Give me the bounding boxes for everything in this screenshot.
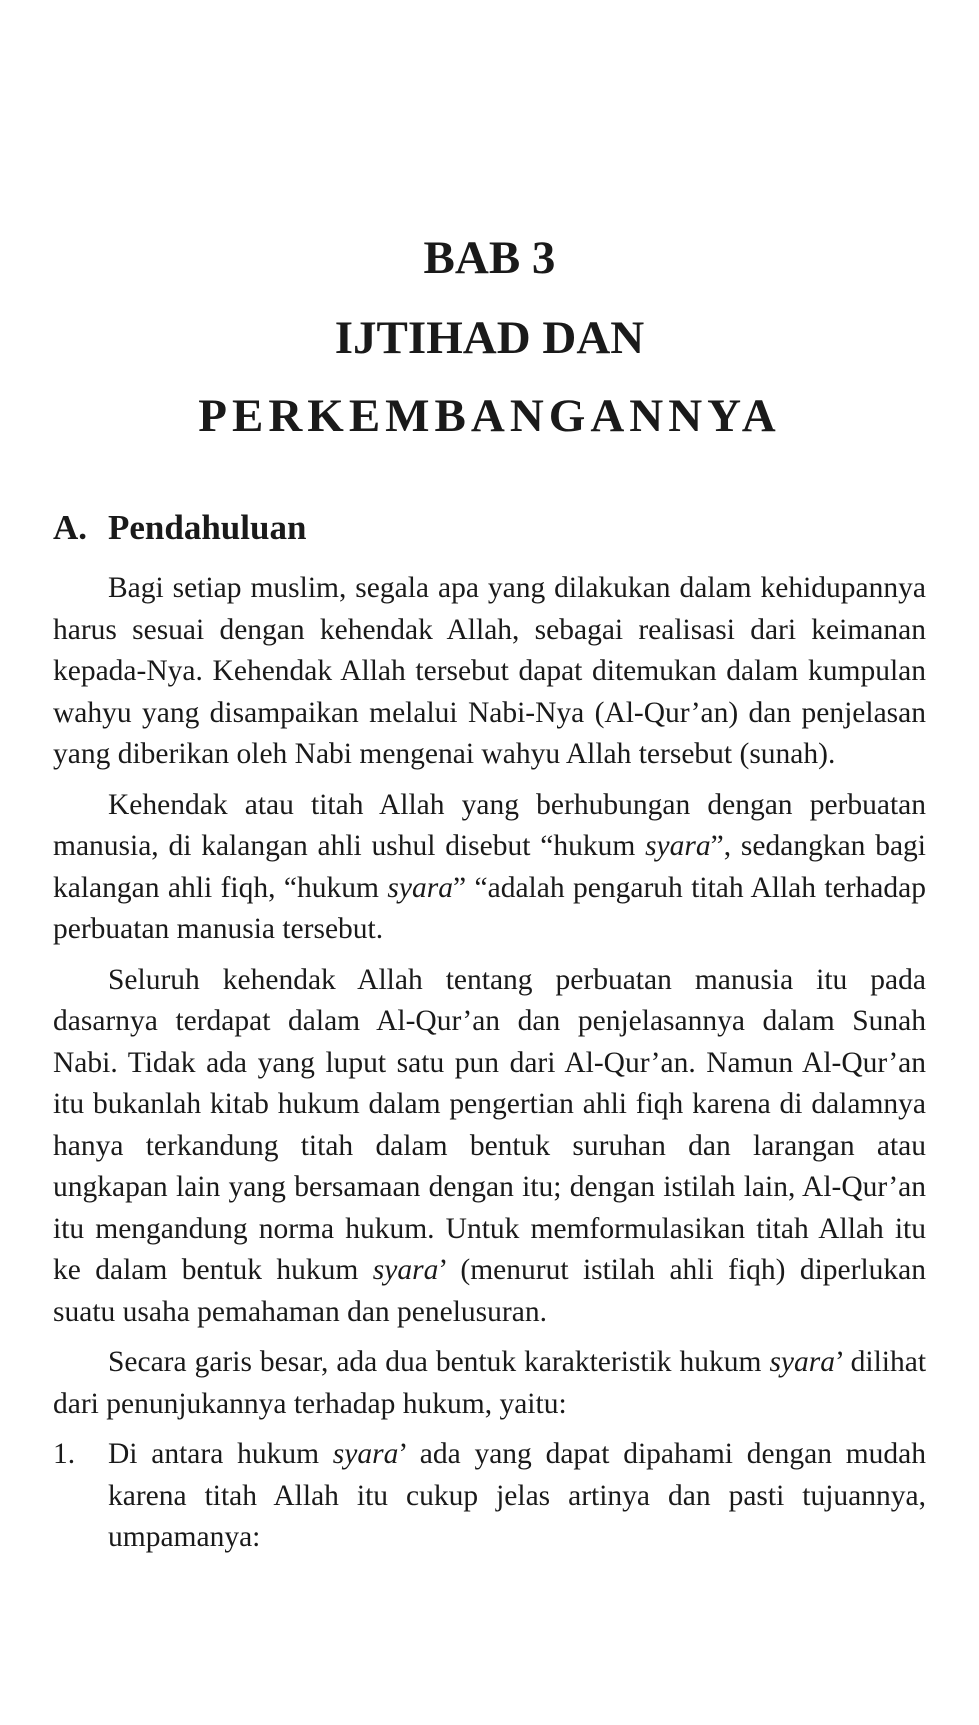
chapter-title-line-1: IJTIHAD DAN — [334, 312, 645, 364]
term-syara: syara — [645, 830, 711, 862]
chapter-number: BAB 3 — [423, 232, 556, 284]
term-syara: syara — [372, 1254, 439, 1286]
body-text — [53, 568, 926, 1559]
paragraph-4 — [53, 1342, 926, 1425]
section-letter: A. — [53, 508, 88, 547]
paragraph-2-text-a: Kehendak atau titah Allah yang berhubungan dengan perbuatan manusia, di kalangan ahli ushul disebut “hukum — [53, 788, 926, 862]
paragraph-3-text-a: Seluruh kehendak Allah tentang perbuatan manusia itu pada dasarnya terdapat dalam Al-Qur’an dan penjelasannya dalam Sunah Nabi. Tidak ada yang luput satu pun dari Al-Qur’an. Namun Al-Qur’an itu bukanlah kitab hukum dalam pengertian ahli fiqh karena di dalamnya hanya terkandung titah dalam bentuk suruhan dan larangan atau ungkapan lain yang bersamaan dengan itu; dengan istilah lain, Al-Qur’an itu mengandung norma hukum. Untuk memformulasikan titah Allah itu ke dalam bentuk hukum — [53, 963, 926, 1286]
term-syara: syara — [332, 1438, 399, 1470]
paragraph-2 — [53, 785, 926, 951]
list-item-text — [108, 1434, 926, 1559]
paragraph-4-text-a: Secara garis besar, ada dua bentuk karakteristik hukum — [108, 1346, 770, 1378]
list-item-text-c: ’ ada yang dapat dipahami dengan mudah karena titah Allah itu cukup jelas artinya dan pasti tujuannya, umpamanya: — [108, 1438, 926, 1553]
term-syara: syara — [387, 871, 453, 904]
paragraph-2-text-e: ” “adalah pengaruh titah Allah terhadap perbuatan manusia tersebut. — [53, 871, 926, 945]
paragraph-3 — [53, 960, 926, 1334]
paragraph-3-text-c: ’ (menurut istilah ahli fiqh) diperlukan suatu usaha pemahaman dan penelusuran. — [53, 1254, 926, 1328]
chapter-title-line-2: PERKEMBANGANNYA — [198, 390, 781, 442]
paragraph-1-text: Bagi setiap muslim, segala apa yang dilakukan dalam kehidupannya harus sesuai dengan kehendak Allah, sebagai realisasi dari keimanan kepada-Nya. Kehendak Allah tersebut dapat ditemukan dalam kumpulan wahyu yang disampaikan melalui Nabi-Nya (Al-Qur’an) dan penjelasan yang diberikan oleh Nabi mengenai wahyu Allah tersebut (sunah). — [53, 572, 926, 770]
paragraph-2-text-c: ”, sedangkan bagi kalangan ahli fiqh, “hukum — [53, 830, 926, 904]
term-syara: syara — [769, 1346, 836, 1378]
paragraph-1 — [53, 568, 926, 776]
paragraph-4-text-c: ’ dilihat dari penunjukannya terhadap hukum, yaitu: — [53, 1346, 927, 1420]
list-item — [53, 1434, 926, 1559]
section-title: Pendahuluan — [108, 508, 307, 547]
section-heading — [53, 506, 306, 550]
list-item-text-a: Di antara hukum — [108, 1438, 333, 1470]
chapter-header — [0, 228, 979, 446]
list-item-number: 1. — [53, 1438, 76, 1470]
